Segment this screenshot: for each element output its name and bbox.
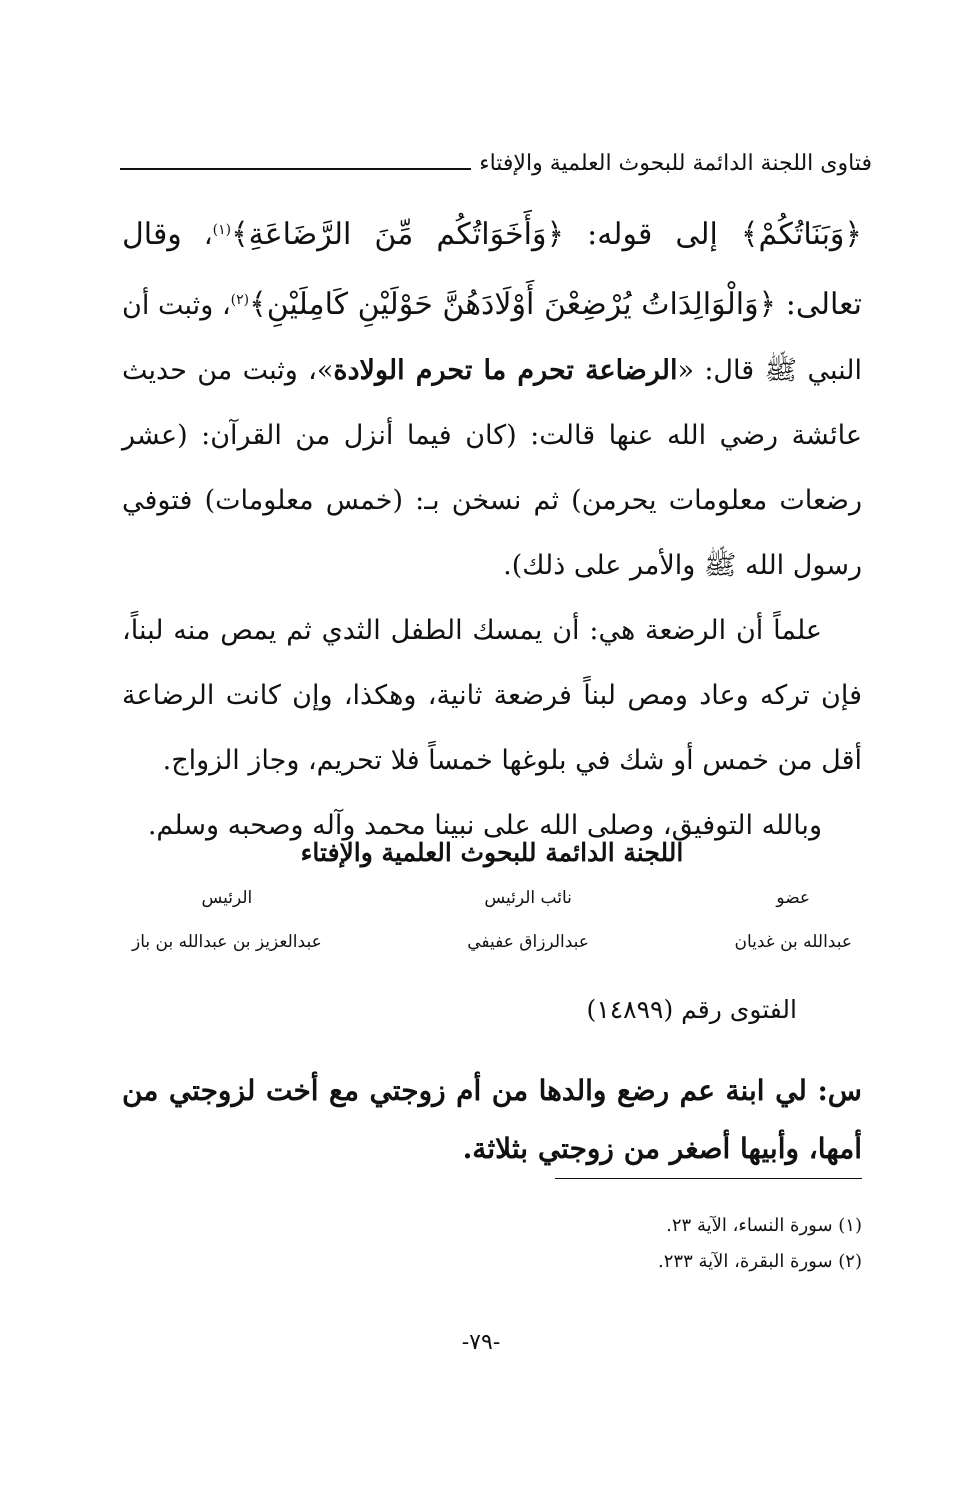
footnote-ref-1: (١) bbox=[212, 222, 232, 238]
signatory-role: نائب الرئيس bbox=[484, 888, 572, 908]
punct-1: ، bbox=[203, 220, 213, 251]
signatory-role: الرئيس bbox=[201, 888, 253, 908]
header-rule bbox=[120, 168, 471, 170]
signatory-member bbox=[734, 888, 852, 952]
hadith-quote: الرضاعة تحرم ما تحرم الولادة bbox=[333, 355, 678, 386]
answer-paragraph-2: علماً أن الرضعة هي: أن يمسك الطفل الثدي ثم يمص منه لبناً، فإن تركه وعاد ومص لبناً فرضعة ثانية، وهكذا، وإن كانت الرضاعة أقل من خمس أو شك في بلوغها خمساً فلا تحريم، وجاز الزواج. bbox=[122, 615, 862, 776]
page-number: -٧٩- bbox=[461, 1330, 501, 1355]
running-header bbox=[120, 140, 872, 176]
footnote-2: (٢) سورة البقرة، الآية ٢٣٣. bbox=[658, 1251, 862, 1272]
closing-line: وبالله التوفيق، وصلى الله على نبينا محمد وآله وصحبه وسلم. bbox=[147, 810, 822, 841]
fatwa-answer bbox=[122, 198, 862, 858]
footnote-1: (١) سورة النساء، الآية ٢٣. bbox=[666, 1215, 862, 1236]
footnote-ref-2: (٢) bbox=[230, 292, 250, 308]
punct-2: ، bbox=[221, 290, 231, 321]
footnotes bbox=[122, 1208, 862, 1280]
quran-quote-2: وقال تعالى: ﴿وَالْوَالِدَاتُ يُرْضِعْنَ أَوْلَادَهُنَّ حَوْلَيْنِ كَامِلَيْنِ﴾ bbox=[122, 217, 862, 322]
committee-title: اللجنة الدائمة للبحوث العلمية والإفتاء bbox=[300, 838, 684, 867]
signatory-vice-president bbox=[467, 888, 589, 952]
hadith-continuation: »، وثبت من حديث عائشة رضي الله عنها قالت: (كان فيما أنزل من القرآن: (عشر رضعات معلومات يحرمن) ثم نسخن بـ: (خمس معلومات) فتوفي رسول الله ﷺ والأمر على ذلك). bbox=[122, 355, 862, 581]
signatory-role: عضو bbox=[776, 888, 811, 908]
question-text: س: لي ابنة عم رضع والدها من أم زوجتي مع أخت لزوجتي من أمها، وأبيها أصغر من زوجتي بثلاثة. bbox=[122, 1074, 862, 1165]
hadith-intro: وثبت أن النبي ﷺ قال: « bbox=[122, 290, 862, 386]
fatwa-number: الفتوى رقم (١٤٨٩٩) bbox=[586, 995, 797, 1024]
header-title: فتاوى اللجنة الدائمة للبحوث العلمية والإفتاء bbox=[479, 151, 872, 176]
answer-paragraph-1 bbox=[122, 198, 862, 598]
signatory-name: عبدالرزاق عفيفي bbox=[467, 932, 589, 952]
quran-quote-1: ﴿وَبَنَاتُكُمْ﴾ إلى قوله: ﴿وَأَخَوَاتُكُم مِّنَ الرَّضَاعَةِ﴾ bbox=[231, 217, 862, 252]
signatory-president bbox=[132, 888, 322, 952]
footnote-rule bbox=[555, 1178, 862, 1179]
signatures bbox=[132, 888, 852, 952]
signatory-name: عبدالله بن غديان bbox=[734, 932, 852, 952]
question bbox=[122, 1062, 862, 1178]
signatory-name: عبدالعزيز بن عبدالله بن باز bbox=[132, 932, 322, 952]
